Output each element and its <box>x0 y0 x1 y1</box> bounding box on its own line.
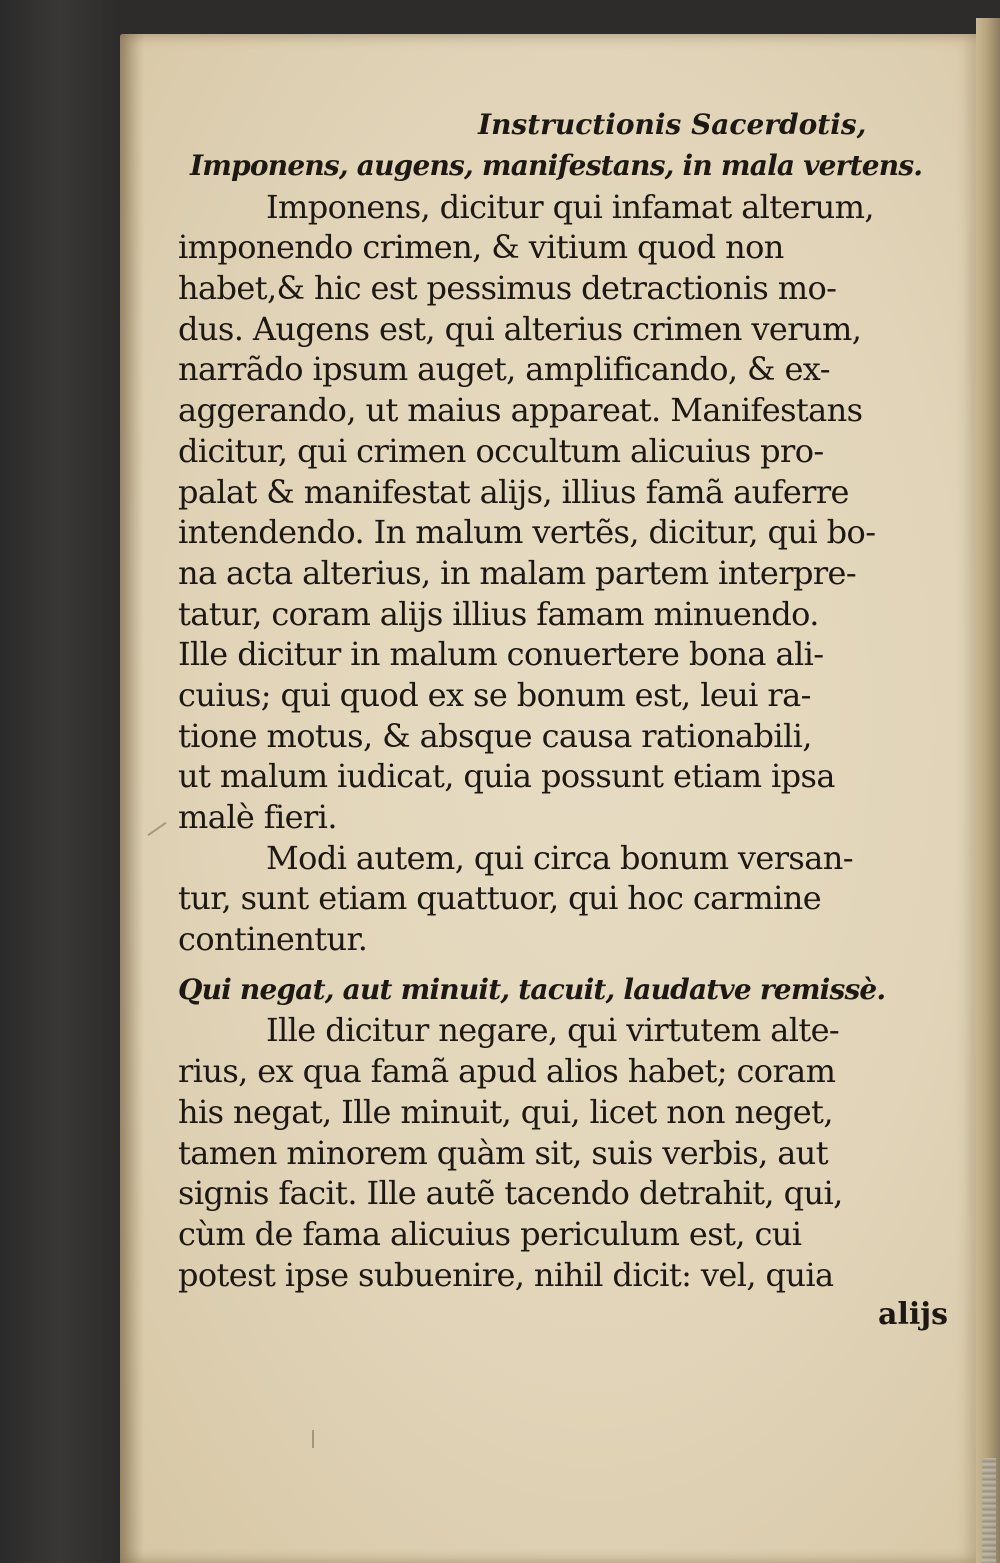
paragraph-3 <box>178 1010 964 1295</box>
text-line: narrãdo ipsum auget, amplificando, & ex- <box>178 350 830 389</box>
text-line: palat & manifestat alijs, illius famã auferre <box>178 472 849 511</box>
text-line: cùm de fama alicuius periculum est, cui <box>178 1214 802 1253</box>
text-line: cuius; qui quod ex se bonum est, leui ra- <box>178 675 811 714</box>
paragraph-2 <box>178 838 964 960</box>
text-line: his negat, Ille minuit, qui, licet non neget, <box>178 1092 833 1131</box>
text-line: intendendo. In malum vertẽs, dicitur, qui bo- <box>178 513 876 552</box>
verse-line: Qui negat, aut minuit, tacuit, laudatve remissè. <box>178 972 886 1006</box>
text-line: tur, sunt etiam quattuor, qui hoc carmine <box>178 879 822 918</box>
spacer <box>178 960 964 970</box>
text-line: tamen minorem quàm sit, suis verbis, aut <box>178 1133 828 1172</box>
heading-line: Imponens, augens, manifestans, in mala vertens. <box>190 149 923 182</box>
paragraph-1 <box>178 187 964 838</box>
text-line: tatur, coram alijs illius famam minuendo. <box>178 594 819 633</box>
text-line: imponendo crimen, & vitium quod non <box>178 228 784 267</box>
text-line: habet,& hic est pessimus detractionis mo- <box>178 269 837 308</box>
text-line: tione motus, & absque causa rationabili, <box>178 716 812 755</box>
text-line: Imponens, dicitur qui infamat alterum, <box>266 187 874 226</box>
text-line: dus. Augens est, qui alterius crimen verum, <box>178 309 862 348</box>
text-line: signis facit. Ille autẽ tacendo detrahit, qui, <box>178 1174 843 1213</box>
text-line: ut malum iudicat, quia possunt etiam ipsa <box>178 757 835 796</box>
catchword: alijs <box>878 1297 948 1333</box>
text-line: na acta alterius, in malam partem interpre- <box>178 553 857 592</box>
text-block <box>178 96 964 1335</box>
text-line: rius, ex qua famã apud alios habet; coram <box>178 1052 836 1091</box>
running-head: Instructionis Sacerdotis, <box>478 108 867 141</box>
text-line: potest ipse subuenire, nihil dicit: vel, quia <box>178 1255 834 1294</box>
text-line: continentur. <box>178 920 368 959</box>
text-line: Modi autem, qui circa bonum versan- <box>266 838 853 877</box>
text-line: Ille dicitur negare, qui virtutem alte- <box>266 1011 840 1050</box>
text-line: dicitur, qui crimen occultum alicuius pro- <box>178 431 824 470</box>
page-edge <box>976 18 1000 1563</box>
text-line: malè fieri. <box>178 798 337 836</box>
text-line: Ille dicitur in malum conuertere bona ali- <box>178 635 824 674</box>
text-line: aggerando, ut maius appareat. Manifestans <box>178 391 863 430</box>
